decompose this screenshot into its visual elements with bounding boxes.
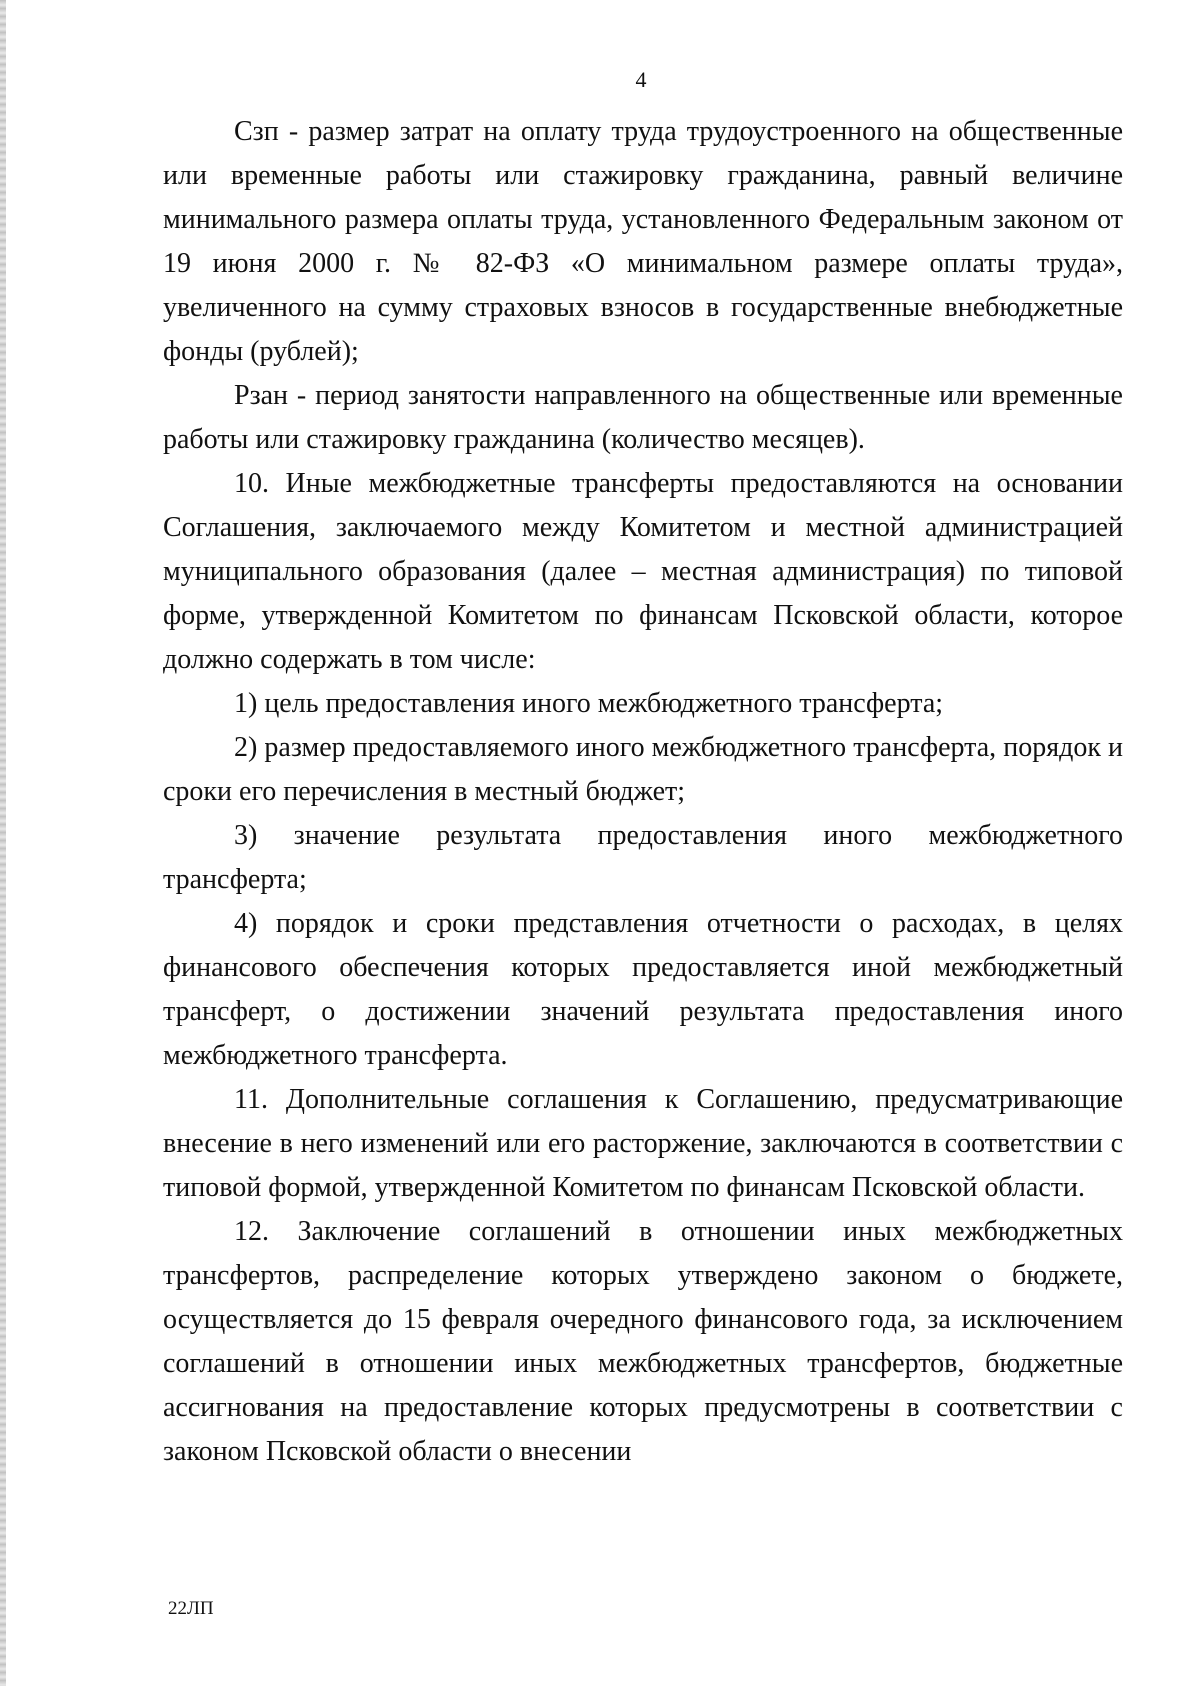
paragraph-szp-definition: Сзп - размер затрат на оплату труда трудоустроенного на общественные или временные работы или стажировку гражданина, равный величине минимального размера оплаты труда, установленного Федеральным законом от 19 июня 2000 г. № 82-ФЗ «О минимальном размере оплаты труда», увеличенного на сумму страховых взносов в государственные внебюджетные фонды (рублей); <box>163 116 1123 367</box>
scan-edge <box>0 0 6 1686</box>
paragraph-subitem-3: 3) значение результата предоставления иного межбюджетного трансферта; <box>163 820 1123 895</box>
document-footer-code: 22ЛП <box>168 1598 214 1619</box>
document-body <box>163 110 1123 1474</box>
paragraph-subitem-1: 1) цель предоставления иного межбюджетного трансферта; <box>234 688 944 719</box>
paragraph-item-10: 10. Иные межбюджетные трансферты предоставляются на основании Соглашения, заключаемого между Комитетом и местной администрацией муниципального образования (далее – местная администрация) по типовой форме, утвержденной Комитетом по финансам Псковской области, которое должно содержать в том числе: <box>163 468 1123 675</box>
paragraph-subitem-4: 4) порядок и сроки представления отчетности о расходах, в целях финансового обеспечения которых предоставляется иной межбюджетный трансферт, о достижении значений результата предоставления иного межбюджетного трансферта. <box>163 908 1123 1071</box>
paragraph-item-11: 11. Дополнительные соглашения к Соглашению, предусматривающие внесение в него изменений или его расторжение, заключаются в соответствии с типовой формой, утвержденной Комитетом по финансам Псковской области. <box>163 1084 1123 1203</box>
paragraph-rzan-definition: Рзан - период занятости направленного на общественные или временные работы или стажировку гражданина (количество месяцев). <box>163 380 1123 455</box>
page-number: 4 <box>635 67 647 92</box>
paragraph-item-12: 12. Заключение соглашений в отношении иных межбюджетных трансфертов, распределение которых утверждено законом о бюджете, осуществляется до 15 февраля очередного финансового года, за исключением соглашений в отношении иных межбюджетных трансфертов, бюджетные ассигнования на предоставление которых предусмотрены в соответствии с законом Псковской области о внесении <box>163 1216 1123 1467</box>
paragraph-subitem-2: 2) размер предоставляемого иного межбюджетного трансферта, порядок и сроки его перечисления в местный бюджет; <box>163 732 1123 807</box>
